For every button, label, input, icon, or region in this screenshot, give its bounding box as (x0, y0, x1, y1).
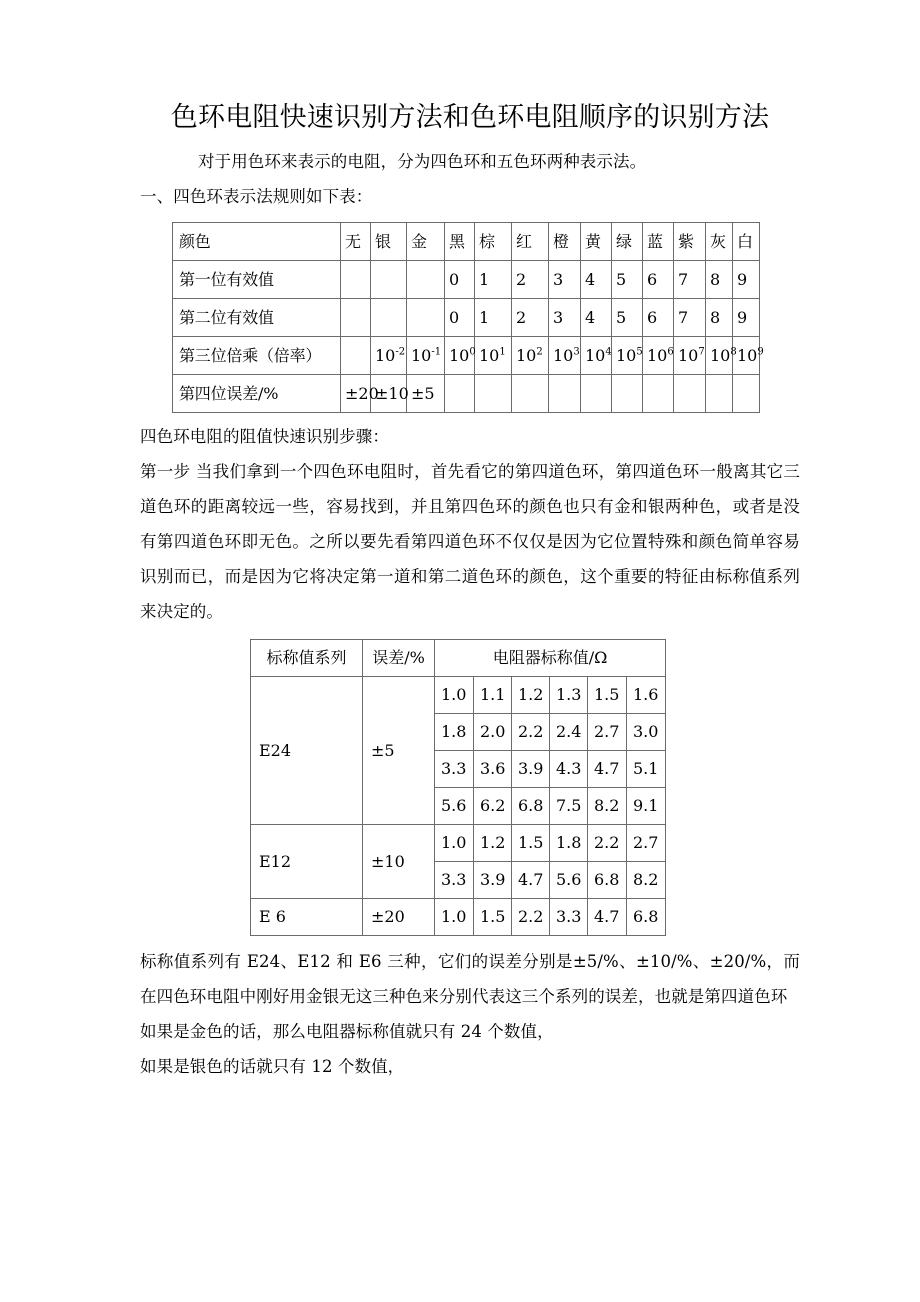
series-name-cell: E 6 (251, 899, 363, 936)
color-table-cell: 4 (581, 261, 612, 299)
footer-paragraph-1: 标称值系列有 E24、E12 和 E6 三种，它们的误差分别是±5/%、±10/%、±20/%，而在四色环电阻中刚好用金银无这三种色来分别代表这三个系列的误差，也就是第四道色环 (140, 952, 800, 1006)
color-table-cell (475, 375, 512, 413)
color-table-cell: 6 (643, 261, 674, 299)
series-value-cell: 1.3 (550, 677, 588, 714)
color-table-cell: $10^5$ (612, 337, 643, 375)
series-value-cell: 1.2 (512, 677, 550, 714)
color-table-cell: 6 (643, 299, 674, 337)
table-row (251, 640, 666, 677)
table-row (173, 375, 760, 413)
series-tolerance-cell: ±5 (363, 677, 435, 825)
table-row (173, 223, 760, 261)
series-value-cell: 4.7 (588, 751, 627, 788)
table-row (251, 899, 666, 936)
color-table-row-label: 第二位有效值 (173, 299, 341, 337)
color-table-row-label: 第一位有效值 (173, 261, 341, 299)
series-value-cell: 1.8 (435, 714, 474, 751)
color-table-cell: 7 (674, 299, 706, 337)
color-table-row-label: 第四位误差/% (173, 375, 341, 413)
series-value-cell: 2.7 (627, 825, 666, 862)
steps-heading: 四色环电阻的阻值快速识别步骤： (140, 427, 389, 446)
series-value-cell: 4.7 (588, 899, 627, 936)
series-value-cell: 8.2 (627, 862, 666, 899)
color-header-cell: 黄 (581, 223, 612, 261)
color-table-corner-label: 颜色 (173, 223, 341, 261)
color-table-cell: 1 (475, 299, 512, 337)
series-value-cell: 2.4 (550, 714, 588, 751)
series-value-cell: 1.1 (474, 677, 512, 714)
color-header-cell: 白 (733, 223, 760, 261)
series-name-cell: E24 (251, 677, 363, 825)
series-value-cell: 2.2 (512, 899, 550, 936)
series-value-cell: 7.5 (550, 788, 588, 825)
color-header-cell: 黑 (445, 223, 475, 261)
color-table-cell (581, 375, 612, 413)
series-value-cell: 2.7 (588, 714, 627, 751)
color-table-cell (341, 299, 371, 337)
series-tolerance-cell: ±20 (363, 899, 435, 936)
e-series-table (250, 639, 666, 936)
series-value-cell: 3.0 (627, 714, 666, 751)
color-header-cell: 橙 (549, 223, 581, 261)
series-value-cell: 8.2 (588, 788, 627, 825)
footer-paragraph-3: 如果是银色的话就只有 12 个数值， (140, 1057, 405, 1076)
color-table-cell (371, 299, 407, 337)
color-table-cell (341, 337, 371, 375)
series-value-cell: 9.1 (627, 788, 666, 825)
table-row (173, 299, 760, 337)
color-table-cell: ±5 (407, 375, 445, 413)
series-value-cell: 1.5 (474, 899, 512, 936)
color-header-cell: 无 (341, 223, 371, 261)
color-table-cell (674, 375, 706, 413)
color-header-cell: 银 (371, 223, 407, 261)
color-table-cell: $10^{-2}$ (371, 337, 407, 375)
color-table-cell: $10^8$ (706, 337, 733, 375)
color-header-cell: 红 (512, 223, 549, 261)
color-table-cell (612, 375, 643, 413)
series-value-cell: 2.0 (474, 714, 512, 751)
color-table-cell (407, 261, 445, 299)
color-table-cell (371, 261, 407, 299)
color-table-cell: 1 (475, 261, 512, 299)
series-value-cell: 3.6 (474, 751, 512, 788)
series-value-cell: 3.3 (550, 899, 588, 936)
color-table-cell (407, 299, 445, 337)
color-table-cell: $10^7$ (674, 337, 706, 375)
color-header-cell: 紫 (674, 223, 706, 261)
series-table-header-cell: 电阻器标称值/Ω (435, 640, 666, 677)
color-table-cell: 9 (733, 261, 760, 299)
color-table-cell: $10^3$ (549, 337, 581, 375)
color-table-cell: ±10 (371, 375, 407, 413)
color-table-cell: 3 (549, 261, 581, 299)
color-table-cell: 8 (706, 261, 733, 299)
color-table-cell: 0 (445, 299, 475, 337)
color-table-cell: $10^{-1}$ (407, 337, 445, 375)
series-tolerance-cell: ±10 (363, 825, 435, 899)
series-value-cell: 4.7 (512, 862, 550, 899)
series-value-cell: 1.5 (512, 825, 550, 862)
series-value-cell: 1.2 (474, 825, 512, 862)
series-name-cell: E12 (251, 825, 363, 899)
color-table-row-label: 第三位倍乘（倍率） (173, 337, 341, 375)
color-table-cell: 8 (706, 299, 733, 337)
series-table-header-cell: 误差/% (363, 640, 435, 677)
color-table-cell (512, 375, 549, 413)
series-value-cell: 6.2 (474, 788, 512, 825)
series-value-cell: 5.6 (435, 788, 474, 825)
table-row (251, 825, 666, 862)
series-value-cell: 5.6 (550, 862, 588, 899)
color-table-cell: $10^6$ (643, 337, 674, 375)
color-table-cell: 9 (733, 299, 760, 337)
color-table-cell: ±20 (341, 375, 371, 413)
series-value-cell: 2.2 (588, 825, 627, 862)
series-value-cell: 5.1 (627, 751, 666, 788)
color-header-cell: 绿 (612, 223, 643, 261)
color-table-cell: $10^1$ (475, 337, 512, 375)
color-header-cell: 灰 (706, 223, 733, 261)
series-value-cell: 1.0 (435, 825, 474, 862)
color-code-table (172, 222, 764, 413)
color-table-cell: $10^2$ (512, 337, 549, 375)
color-table-cell: $10^0$ (445, 337, 475, 375)
series-value-cell: 6.8 (588, 862, 627, 899)
color-table-cell (549, 375, 581, 413)
color-table-cell: 2 (512, 299, 549, 337)
series-value-cell: 3.9 (512, 751, 550, 788)
series-table-header-cell: 标称值系列 (251, 640, 363, 677)
color-table-cell (643, 375, 674, 413)
color-table-cell (733, 375, 760, 413)
table-row (173, 261, 760, 299)
color-table-cell: $10^9$ (733, 337, 760, 375)
step-1-paragraph: 第一步 当我们拿到一个四色环电阻时，首先看它的第四道色环，第四道色环一般离其它三道色环的距离较远一些，容易找到，并且第四色环的颜色也只有金和银两种色，或者是没有第四道色环即无色。之所以要先看第四道色环不仅仅是因为它位置特殊和颜色简单容易识别而已，而是因为它将决定第一道和第二道色环的颜色，这个重要的特征由标称值系列来决定的。 (140, 462, 800, 621)
color-table-cell (706, 375, 733, 413)
color-table-cell: 5 (612, 261, 643, 299)
color-table-cell: 3 (549, 299, 581, 337)
series-value-cell: 3.3 (435, 751, 474, 788)
series-value-cell: 1.6 (627, 677, 666, 714)
series-value-cell: 6.8 (627, 899, 666, 936)
series-value-cell: 3.3 (435, 862, 474, 899)
series-value-cell: 3.9 (474, 862, 512, 899)
series-value-cell: 1.0 (435, 899, 474, 936)
table-row (251, 677, 666, 714)
color-table-cell: 7 (674, 261, 706, 299)
footer-paragraph-2: 如果是金色的话，那么电阻器标称值就只有 24 个数值， (140, 1022, 554, 1041)
color-header-cell: 金 (407, 223, 445, 261)
color-header-cell: 棕 (475, 223, 512, 261)
page-title: 色环电阻快速识别方法和色环电阻顺序的识别方法 (170, 102, 770, 133)
color-table-cell: 4 (581, 299, 612, 337)
section-1-heading: 一、四色环表示法规则如下表： (140, 187, 373, 206)
intro-paragraph: 对于用色环来表示的电阻，分为四色环和五色环两种表示法。 (198, 152, 647, 171)
series-value-cell: 2.2 (512, 714, 550, 751)
series-value-cell: 1.0 (435, 677, 474, 714)
color-table-cell (341, 261, 371, 299)
table-row (173, 337, 760, 375)
color-table-cell: 0 (445, 261, 475, 299)
series-value-cell: 6.8 (512, 788, 550, 825)
color-table-cell: 5 (612, 299, 643, 337)
series-value-cell: 1.8 (550, 825, 588, 862)
series-value-cell: 4.3 (550, 751, 588, 788)
color-header-cell: 蓝 (643, 223, 674, 261)
color-table-cell (445, 375, 475, 413)
document-content (140, 96, 800, 1084)
series-value-cell: 1.5 (588, 677, 627, 714)
color-table-cell: 2 (512, 261, 549, 299)
color-table-cell: $10^4$ (581, 337, 612, 375)
